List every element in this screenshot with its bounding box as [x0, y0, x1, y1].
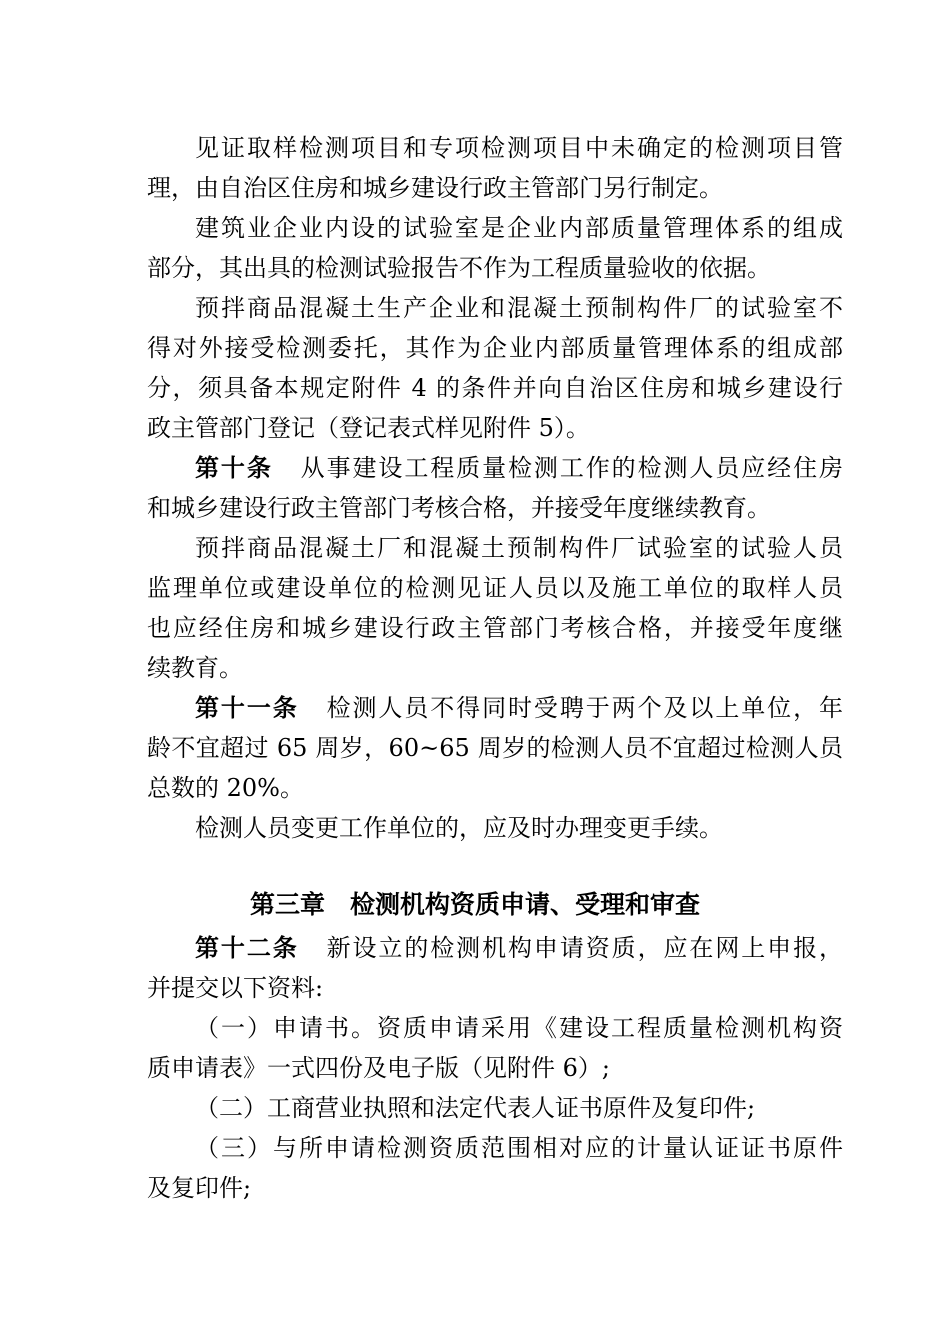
chapter-title: 第三章 检测机构资质申请、受理和审查	[249, 890, 700, 919]
paragraph-7-line-1: 检测人员变更工作单位的，应及时办理变更手续。	[195, 814, 723, 842]
item-2-line-1: （二）工商营业执照和法定代表人证书原件及复印件;	[195, 1094, 756, 1122]
paragraph-2-line-1: 建筑业企业内设的试验室是企业内部质量管理体系的组成	[195, 214, 843, 242]
paragraph-5-line-4: 续教育。	[147, 654, 243, 682]
paragraph-1-line-1: 见证取样检测项目和专项检测项目中未确定的检测项目管	[195, 134, 843, 162]
paragraph-3-line-4: 政主管部门登记（登记表式样见附件 5）。	[147, 414, 590, 442]
paragraph-5-line-1: 预拌商品混凝土厂和混凝土预制构件厂试验室的试验人员	[195, 534, 843, 562]
article-11-line-2: 龄不宜超过 65 周岁，60~65 周岁的检测人员不宜超过检测人员	[147, 734, 843, 762]
article-11-text-1: 检测人员不得同时受聘于两个及以上单位，年	[324, 694, 843, 722]
article-11-line-3: 总数的 20%。	[147, 774, 304, 802]
article-12-line-1	[195, 928, 843, 968]
paragraph-3-line-3: 分，须具备本规定附件 4 的条件并向自治区住房和城乡建设行	[147, 374, 843, 402]
paragraph-3-line-1: 预拌商品混凝土生产企业和混凝土预制构件厂的试验室不	[195, 294, 843, 322]
article-11-line-1	[195, 688, 843, 728]
article-11-heading: 第十一条	[195, 693, 299, 722]
item-3-line-1: （三）与所申请检测资质范围相对应的计量认证证书原件	[195, 1134, 843, 1162]
item-1-line-2: 质申请表》一式四份及电子版（见附件 6）;	[147, 1054, 610, 1082]
article-10-line-1	[195, 448, 843, 488]
item-1-line-1: （一）申请书。资质申请采用《建设工程质量检测机构资	[195, 1014, 843, 1042]
paragraph-1-line-2: 理，由自治区住房和城乡建设行政主管部门另行制定。	[147, 174, 723, 202]
article-12-heading: 第十二条	[195, 933, 299, 962]
article-10-text-1: 从事建设工程质量检测工作的检测人员应经住房	[298, 454, 843, 482]
article-10-line-2: 和城乡建设行政主管部门考核合格，并接受年度继续教育。	[147, 494, 771, 522]
paragraph-2-line-2: 部分，其出具的检测试验报告不作为工程质量验收的依据。	[147, 254, 771, 282]
paragraph-5-line-2: 监理单位或建设单位的检测见证人员以及施工单位的取样人员	[147, 574, 843, 602]
article-10-heading: 第十条	[195, 453, 273, 482]
item-3-line-2: 及复印件;	[147, 1174, 252, 1202]
paragraph-5-line-3: 也应经住房和城乡建设行政主管部门考核合格，并接受年度继	[147, 614, 843, 642]
article-12-text-1: 新设立的检测机构申请资质，应在网上申报，	[324, 934, 843, 962]
article-12-line-2: 并提交以下资料:	[147, 974, 324, 1002]
paragraph-3-line-2: 得对外接受检测委托，其作为企业内部质量管理体系的组成部	[147, 334, 843, 362]
